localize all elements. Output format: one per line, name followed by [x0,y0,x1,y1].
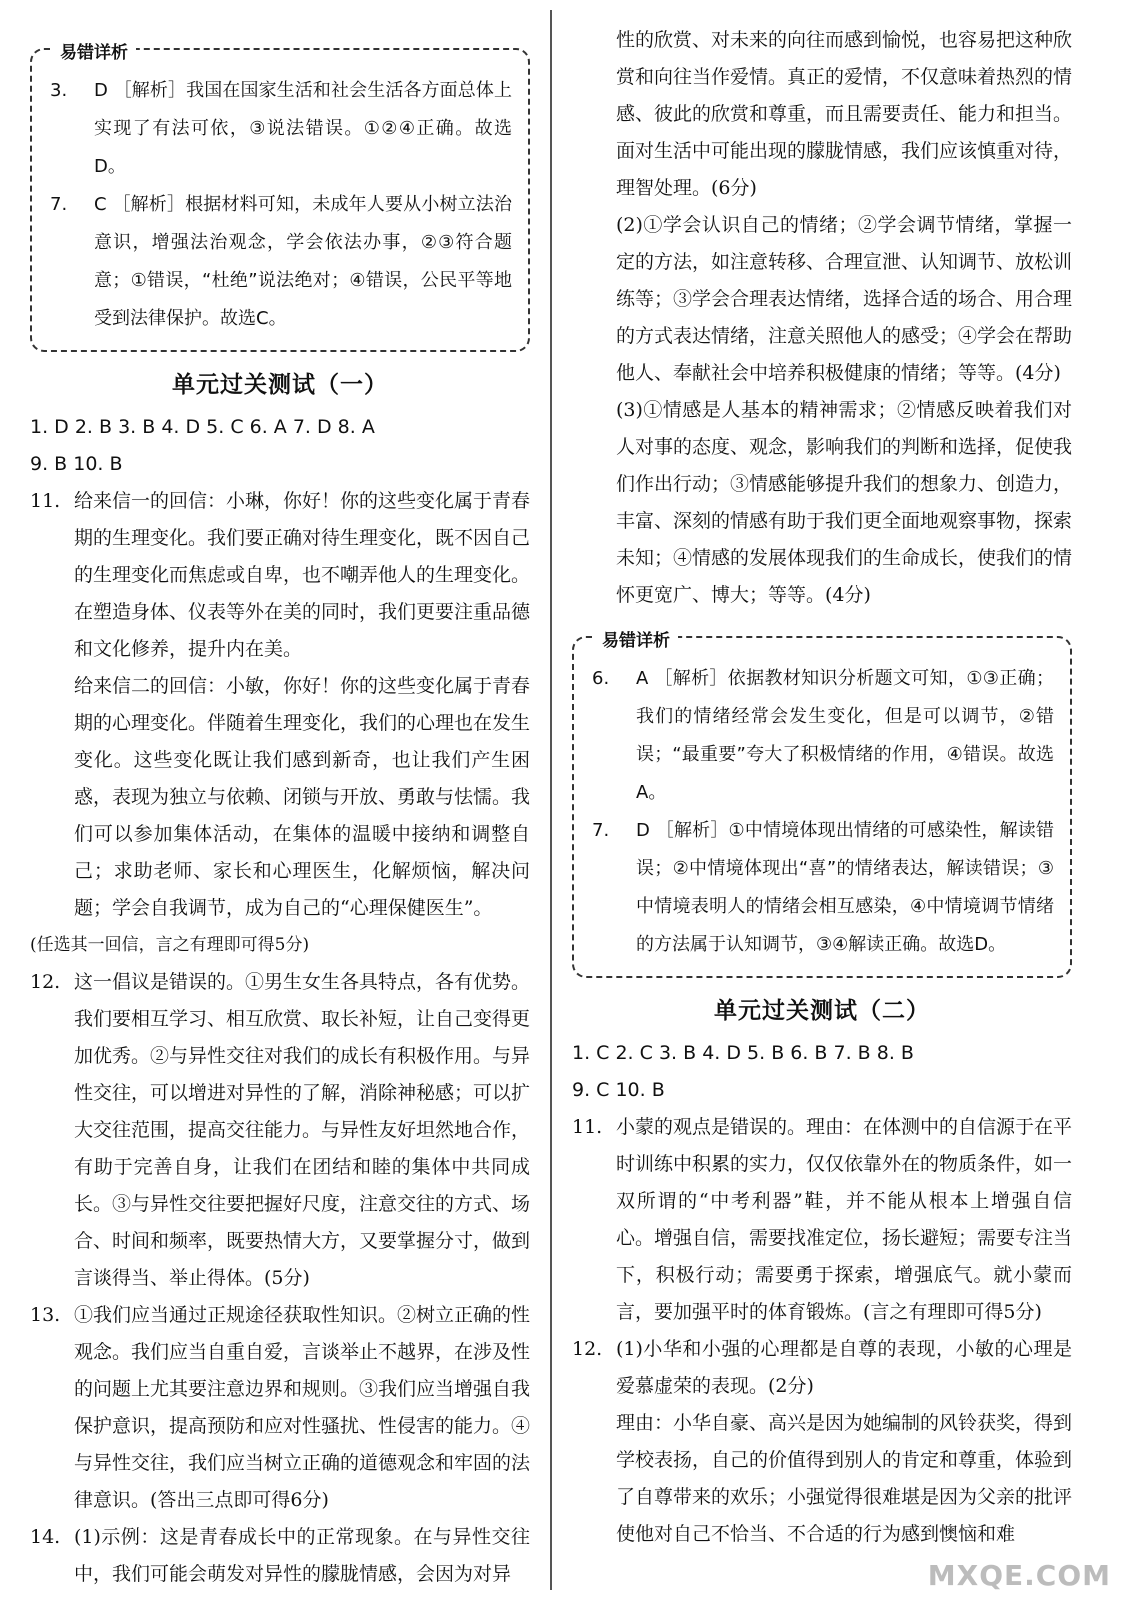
score-note: (任选其一回信，言之有理即可得5分) [30,935,310,955]
question-12: 12. (1)小华和小强的心理都是自尊的表现，小敏的心理是爱慕虚荣的表现。(2分) [572,1338,1072,1397]
analysis-item: 7. C ［解析］根据材料可知，未成年人要从小树立法治意识，增强法治观念，学会依法办事，②③符合题意；①错误，“杜绝”说法绝对；④错误，公民平等地受到法律保护。故选C。 [50,194,512,329]
question-12: 12. 这一倡议是错误的。①男生女生各具特点，各有优势。我们要相互学习、相互欣赏、取长补短，让自己变得更加优秀。②与异性交往对我们的成长有积极作用。与异性交往，可以增进对异性的了解，消除神秘感；可以扩大交往范围，提高交往能力。与异性友好坦然地合作，有助于完善自身，让我们在团结和睦的集体中共同成长。③与异性交往要把握好尺度，注意交往的方式、场合、时间和频率，既要热情大方，又要掌握分寸，做到言谈得当、举止得体。(5分) [30,971,531,1289]
answer-key: 1. D 2. B 3. B 4. D 5. C 6. A 7. D 8. A [30,416,375,438]
analysis-item: 7. D ［解析］①中情境体现出情绪的可感染性，解读错误；②中情境体现出“喜”的情绪表达，解读错误；③中情境表明人的情绪会相互感染，④中情境调节情绪的方法属于认知调节，③④解读正确。故选D。 [592,820,1054,955]
answer-key: 1. C 2. C 3. B 4. D 5. B 6. B 7. B 8. B [572,1042,914,1064]
question-14-continued: 性的欣赏、对未来的向往而感到愉悦，也容易把这种欣赏和向往当作爱情。真正的爱情，不仅意味着热烈的情感、彼此的欣赏和尊重，而且需要责任、能力和担当。面对生活中可能出现的朦胧情感，我们应该慎重对待，理智处理。(6分) [616,29,1073,199]
question-11: 11. 小蒙的观点是错误的。理由：在体测中的自信源于在平时训练中积累的实力，仅仅依靠外在的物质条件，如一双所谓的“中考利器”鞋，并不能从根本上增强自信心。增强自信，需要找准定位，扬长避短；需要专注当下，积极行动；需要勇于探索，增强底气。就小蒙而言，要加强平时的体育锻炼。(言之有理即可得5分) [572,1116,1073,1323]
left-column [30,43,531,1593]
right-column [572,22,1072,1553]
watermark-logo: MXQE.COM [927,1559,1111,1592]
error-analysis-box [572,631,1072,978]
question-14: 14. (1)示例：这是青春成长中的正常现象。在与异性交往中，我们可能会萌发对异性的朦胧情感，会因为对异 [30,1526,530,1585]
question-14-part-2: (2)①学会认识自己的情绪；②学会调节情绪，掌握一定的方法，如注意转移、合理宣泄、认知调节、放松训练等；③学会合理表达情绪，选择合适的场合、用合理的方式表达情绪，注意关照他人的感受；④学会在帮助他人、奉献社会中培养积极健康的情绪；等等。(4分) [616,214,1073,384]
question-11: 11. 给来信一的回信：小琳，你好！你的这些变化属于青春期的生理变化。我们要正确对待生理变化，既不因自己的生理变化而焦虑或自卑，也不嘲弄他人的生理变化。在塑造身体、仪表等外在美的同时，我们更要注重品德和文化修养，提升内在美。 [30,490,531,660]
analysis-item: 6. A ［解析］依据教材知识分析题文可知，①③正确；我们的情绪经常会发生变化，但是可以调节，②错误；“最重要”夸大了积极情绪的作用，④错误。故选A。 [592,668,1054,803]
column-divider [550,10,552,1590]
box-label: 易错详析 [52,38,136,63]
question-14-part-3: (3)①情感是人基本的精神需求；②情感反映着我们对人对事的态度、观念，影响我们的判断和选择，促使我们作出行动；③情感能够提升我们的想象力、创造力，丰富、深刻的情感有助于我们更全面地观察事物，探索未知；④情感的发展体现我们的生命成长，使我们的情怀更宽广、博大；等等。(4分) [616,399,1073,606]
analysis-item: 3. D ［解析］我国在国家生活和社会生活各方面总体上实现了有法可依，③说法错误。①②④正确。故选D。 [50,80,512,177]
question-13: 13. ①我们应当通过正规途径获取性知识。②树立正确的性观念。我们应当自重自爱，言谈举止不越界，在涉及性的问题上尤其要注意边界和规则。③我们应当增强自我保护意识，提高预防和应对性骚扰、性侵害的能力。④与异性交往，我们应当树立正确的道德观念和牢固的法律意识。(答出三点即可得6分) [30,1304,531,1511]
section-title: 单元过关测试（二） [714,998,930,1024]
answer-key: 9. B 10. B [30,453,123,475]
section-title: 单元过关测试（一） [172,372,388,398]
answer-key: 9. C 10. B [572,1079,665,1101]
box-label: 易错详析 [594,626,678,651]
error-analysis-box [30,43,530,352]
question-11-paragraph: 给来信二的回信：小敏，你好！你的这些变化属于青春期的心理变化。伴随着生理变化，我们的心理也在发生变化。这些变化既让我们感到新奇，也让我们产生困惑，表现为独立与依赖、闭锁与开放、勇敢与怯懦。我们可以参加集体活动，在集体的温暖中接纳和调整自己；求助老师、家长和心理医生，化解烦恼，解决问题；学会自我调节，成为自己的“心理保健医生”。 [74,675,531,919]
question-12-reason: 理由：小华自豪、高兴是因为她编制的风铃获奖，得到学校表扬，自己的价值得到别人的肯定和尊重，体验到了自尊带来的欢乐；小强觉得很难堪是因为父亲的批评使他对自己不恰当、不合适的行为感到懊恼和难 [616,1412,1073,1545]
